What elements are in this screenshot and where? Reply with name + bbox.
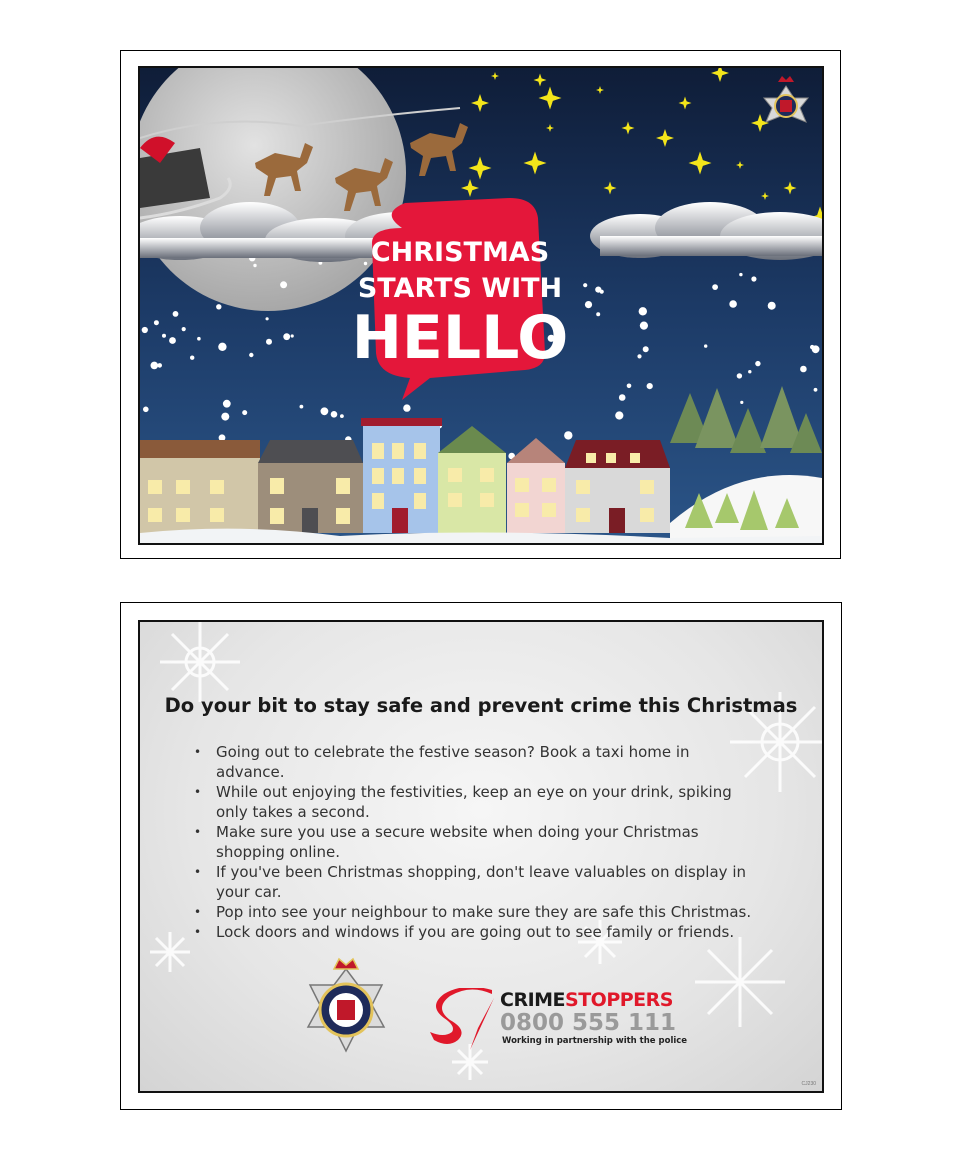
snowflake-dot — [600, 290, 604, 294]
snowflake-dot — [143, 407, 149, 413]
snowflake-dot — [564, 431, 572, 439]
snowflake-dot — [627, 384, 632, 389]
snowflake-dot — [223, 400, 231, 408]
front-illustration-frame — [138, 66, 824, 545]
snowflake-dot — [197, 337, 201, 341]
snowflake-dot — [583, 283, 587, 287]
safety-tip: • Going out to celebrate the festive season? Book a taxi home in advance. — [194, 742, 754, 782]
snowflake-dot — [253, 264, 256, 267]
snowflake-dot — [748, 370, 751, 373]
christmas-scene-illustration — [140, 68, 822, 543]
snowflake-dot — [751, 276, 756, 281]
bubble-line-1: CHRISTMAS — [370, 237, 550, 268]
snowflake-dot — [639, 307, 647, 315]
safety-tip: • Make sure you use a secure website when doing your Christmas shopping online. — [194, 822, 754, 862]
bubble-line-2: STARTS WITH — [357, 273, 563, 304]
print-code: CJ230 — [801, 1081, 816, 1087]
snowflake-dot — [173, 311, 179, 317]
snowflake-dot — [619, 394, 626, 401]
snowflake-dot — [280, 281, 287, 288]
back-content-frame — [138, 620, 824, 1093]
snowflake-dot — [585, 301, 592, 308]
snowflake-dot — [300, 405, 304, 409]
snowflake-dot — [704, 344, 707, 347]
snowflake-dot — [340, 414, 344, 418]
snowflake-dot — [364, 262, 367, 265]
snowflake-dot — [266, 339, 272, 345]
snowflake-dot — [151, 362, 159, 370]
snowflake-dot — [216, 304, 221, 309]
snowflake-dot — [637, 354, 641, 358]
snowflake-dot — [182, 327, 186, 331]
safety-tip: • Lock doors and windows if you are going out to see family or friends. — [194, 922, 754, 942]
snowflake-dot — [814, 388, 818, 392]
snowflake-dot — [729, 300, 737, 308]
safety-tip: • If you've been Christmas shopping, don't leave valuables on display in your car. — [194, 862, 754, 902]
snowflake-dot — [221, 413, 229, 421]
snowflake-dot — [218, 343, 226, 351]
front-card — [120, 50, 841, 559]
snowflake-dot — [737, 373, 742, 378]
snowflake-dot — [403, 404, 410, 411]
snowflake-dot — [768, 302, 776, 310]
snowflake-dot — [596, 312, 600, 316]
snowflake-dot — [640, 322, 648, 330]
snowflake-dot — [739, 273, 742, 276]
snowflake-dot — [266, 317, 269, 320]
snowflake-dot — [157, 363, 162, 368]
snowflake-dot — [242, 410, 247, 415]
bubble-line-3: HELLO — [351, 303, 569, 373]
crimestoppers-title-part1: CRIME — [500, 989, 566, 1011]
back-headline: Do your bit to stay safe and prevent crime this Christmas — [164, 694, 798, 717]
snowflake-dot — [740, 401, 743, 404]
back-card — [120, 602, 842, 1110]
crimestoppers-title — [500, 989, 673, 1011]
snowflake-dot — [643, 346, 649, 352]
crimestoppers-title-part2: STOPPERS — [565, 989, 673, 1011]
snowflake-dot — [615, 411, 623, 419]
snowflake-dot — [812, 345, 820, 353]
snowflake-dot — [283, 333, 290, 340]
crimestoppers-s-logo — [430, 988, 500, 1050]
snowflake-dot — [142, 327, 148, 333]
snowflake-dot — [321, 407, 329, 415]
avon-somerset-constabulary-crest-logo — [300, 955, 392, 1059]
crimestoppers-tagline: Working in partnership with the police — [502, 1036, 688, 1046]
safety-tip: • While out enjoying the festivities, keep an eye on your drink, spiking only takes a second. — [194, 782, 754, 822]
snowflake-dot — [190, 356, 194, 360]
safety-tip: • Pop into see your neighbour to make sure they are safe this Christmas. — [194, 902, 754, 922]
snowflake-dot — [331, 411, 338, 418]
snowflake-dot — [647, 383, 653, 389]
snowflake-dot — [162, 334, 166, 338]
snowflake-dot — [169, 337, 176, 344]
snowflake-dot — [712, 284, 718, 290]
snowflake-dot — [800, 366, 807, 373]
snowflake-dot — [755, 361, 760, 366]
crimestoppers-phone: 0800 555 111 — [500, 1010, 677, 1036]
snowflake-dot — [249, 353, 253, 357]
safety-tips-list — [194, 742, 754, 942]
snowflake-dot — [154, 320, 159, 325]
snowflake-dot — [291, 334, 294, 337]
